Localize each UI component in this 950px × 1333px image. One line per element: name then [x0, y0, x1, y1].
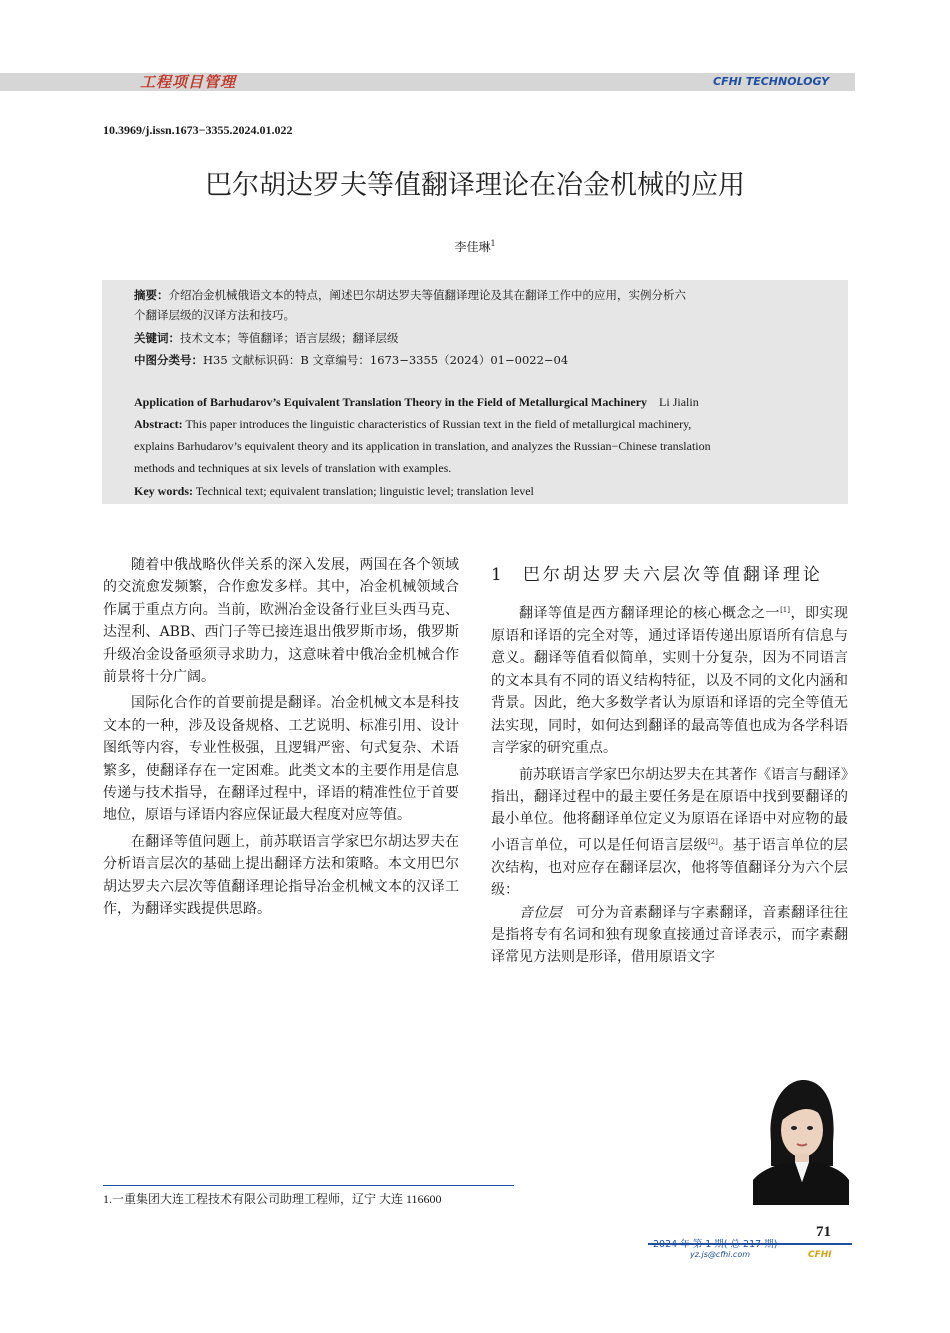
classification-text: H35 文献标识码：B 文章编号：1673−3355（2024）01−0022−04	[203, 353, 569, 367]
page-title: 巴尔胡达罗夫等值翻译理论在冶金机械的应用	[205, 170, 745, 201]
abstract-en-line3: methods and techniques at six levels of translation with examples.	[134, 461, 452, 475]
keywords-cn-text: 技术文本；等值翻译；语言层级；翻译层级	[180, 331, 399, 345]
keywords-label: 关键词：	[134, 331, 180, 345]
citation[interactable]: [2]	[707, 837, 718, 846]
abstract-en-title-line	[134, 394, 699, 410]
paragraph: 国际化合作的首要前提是翻译。冶金机械文本是科技文本的一种，涉及设备规格、工艺说明、标准引用、设计图纸等内容，专业性极强，且逻辑严密、句式复杂、术语繁多，使翻译存在一定困难。此类文本的主要作用是信息传递与技术指导，在翻译过程中，译语的精准性位于首要地位，原语与译语内容应保证最大程度对应等值。	[103, 695, 459, 824]
keywords-en-label: Key words:	[134, 484, 193, 498]
keywords-cn	[134, 330, 399, 346]
level-label: 音位层	[519, 904, 562, 921]
keywords-en-text: Technical text; equivalent translation; linguistic level; translation level	[195, 484, 534, 498]
footer-rule	[648, 1243, 852, 1245]
author	[0, 236, 950, 255]
paragraph: 在翻译等值问题上，前苏联语言学家巴尔胡达罗夫在分析语言层次的基础上提出翻译方法和策略。本文用巴尔胡达罗夫六层次等值翻译理论指导冶金机械文本的汉译工作，为翻译实践提供思路。	[103, 833, 459, 918]
abstract-en-line1	[134, 416, 691, 432]
section-heading	[491, 560, 823, 585]
paragraph-text: 前苏联语言学家巴尔胡达罗夫在其著作《语言与翻译》指出，翻译过程中的最主要任务是在原语中找到要翻译的最小单位。他将翻译单位定义为原语在译语中对应物的最小语言单位，可以是任何语言层级	[491, 766, 848, 854]
page-number: 71	[816, 1224, 831, 1240]
footnote-rule	[103, 1185, 514, 1186]
abstract-cn-line1	[134, 287, 686, 303]
doi[interactable]: 10.3969/j.issn.1673−3355.2024.01.022	[103, 123, 293, 137]
header-journal-name: CFHI TECHNOLOGY	[713, 75, 830, 88]
section-title: 巴尔胡达罗夫六层次等值翻译理论	[522, 565, 823, 585]
paragraph	[491, 764, 848, 902]
paragraph	[491, 599, 848, 760]
section-number: 1	[491, 565, 505, 585]
abstract-en-title: Application of Barhudarov’s Equivalent Translation Theory in the Field of Metallurgical Machinery	[134, 395, 648, 409]
author-portrait-image	[753, 1070, 849, 1205]
abstract-label: 摘要：	[134, 288, 169, 302]
author-affiliation-mark: 1	[490, 239, 496, 248]
abstract-cn-line2: 个翻译层级的汉译方法和技巧。	[134, 308, 295, 322]
footer-brand: CFHI	[808, 1250, 832, 1260]
paragraph: 随着中俄战略伙伴关系的深入发展，两国在各个领域的交流愈发频繁，合作愈发多样。其中，冶金机械领域合作属于重点方向。当前，欧洲冶金设备行业巨头西马克、达涅利、ABB、西门子等已接连退出俄罗斯市场，俄罗斯升级冶金设备亟须寻求助力，这意味着中俄冶金机械合作前景将十分广阔。	[103, 557, 459, 686]
abstract-en-line2: explains Barhudarov’s equivalent theory and its application in translation, and analyzes the Russian−Chinese translation	[134, 439, 711, 453]
left-column	[103, 554, 459, 921]
citation[interactable]: [1]	[780, 606, 790, 614]
author-photo	[753, 1070, 849, 1205]
abstract-en-author: Li Jialin	[659, 395, 699, 409]
paragraph-text: ，即实现原语和译语的完全对等，通过译语传递出原语所有信息与意义。翻译等值看似简单，实则十分复杂，因为不同语言的文本具有不同的语义结构特征，以及不同的文化内涵和背景。因此，绝大多数学者认为原语和译语的完全等值无法实现，同时，如何达到翻译的最高等值也成为各学科语言学家的研究重点。	[491, 605, 849, 757]
abstract-en-label: Abstract:	[134, 417, 183, 431]
journal-email[interactable]: yz.js@cfhi.com	[690, 1250, 751, 1259]
classification	[134, 352, 568, 368]
paragraph-text: 可分为音素翻译与字素翻译，音素翻译往往是指将专有名词和独有现象直接通过音译表示，而字素翻译常见方法则是形译，借用原语文字	[491, 904, 849, 966]
classification-label: 中图分类号：	[134, 353, 203, 367]
abstract-cn-text1: 介绍冶金机械俄语文本的特点，阐述巴尔胡达罗夫等值翻译理论及其在翻译工作中的应用，实例分析六	[168, 288, 686, 302]
author-name: 李佳琳	[454, 240, 491, 254]
paragraph-text: 。基于语言单位的层次结构，也对应存在翻译层次，他将等值翻译分为六个层级：	[491, 837, 849, 899]
footnote: 1.一重集团大连工程技术有限公司助理工程师，辽宁 大连 116600	[103, 1192, 442, 1206]
right-column	[491, 599, 848, 969]
paragraph-text: 翻译等值是西方翻译理论的核心概念之一	[519, 605, 781, 622]
header-section-label: 工程项目管理	[140, 73, 237, 91]
paragraph	[491, 902, 848, 969]
abstract-en-text1: This paper introduces the linguistic characteristics of Russian text in the field of metallurgical machinery,	[185, 417, 692, 431]
keywords-en	[134, 483, 534, 499]
